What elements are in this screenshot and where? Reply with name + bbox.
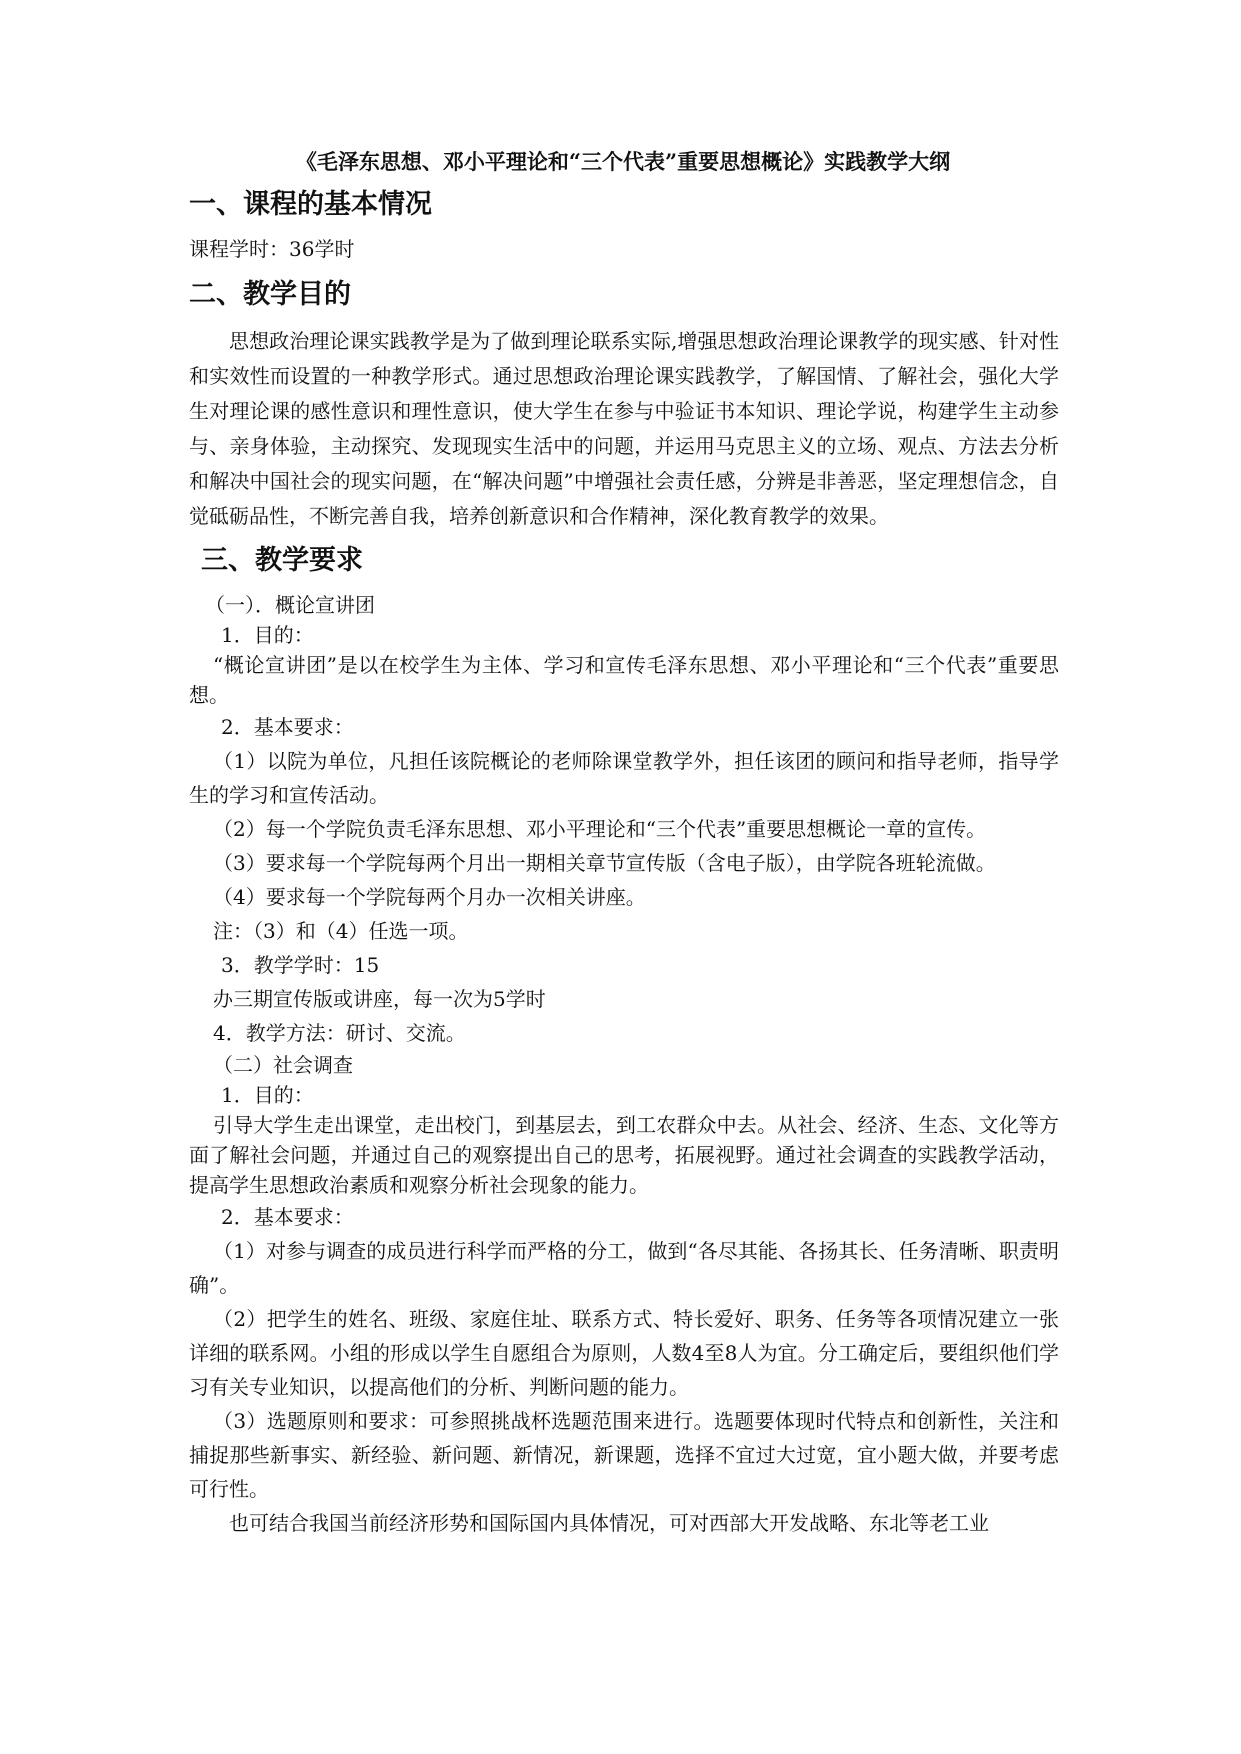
lecture-group-requirements-label: 2．基本要求： [221,715,354,739]
lecture-group-hours-text: 办三期宣传版或讲座，每一次为5学时 [213,987,546,1011]
social-survey-requirement-3: （3）选题原则和要求：可参照挑战杯选题范围来进行。选题要体现时代特点和创新性，关注和捕捉那些新事实、新经验、新问题、新情况，新课题，选择不宜过大过宽，宜小题大做，并要考虑可行性。 [189,1409,1059,1501]
lecture-group-method: 4．教学方法：研讨、交流。 [213,1021,466,1045]
social-survey-purpose-text: 引导大学生走出课堂，走出校门，到基层去，到工农群众中去。从社会、经济、生态、文化等方面了解社会问题，并通过自己的观察提出自己的思考，拓展视野。通过社会调查的实践教学活动，提高学生思想政治素质和观察分析社会现象的能力。 [189,1113,1059,1197]
lecture-group-requirement-3: （3）要求每一个学院每两个月出一期相关章节宣传版（含电子版），由学院各班轮流做。 [213,851,996,875]
lecture-group-note: 注：（3）和（4）任选一项。 [213,919,469,943]
subsection-heading-lecture-group: （一）．概论宣讲团 [205,593,375,617]
lecture-group-purpose-label: 1．目的： [221,623,314,647]
section-heading-teaching-requirements: 三、教学要求 [201,545,363,576]
social-survey-requirement-2: （2）把学生的姓名、班级、家庭住址、联系方式、特长爱好、职务、任务等各项情况建立一张详细的联系网。小组的形成以学生自愿组合为原则，人数4至8人为宜。分工确定后，要组织他们学习有关专业知识，以提高他们的分析、判断问题的能力。 [189,1307,1059,1399]
subsection-heading-social-survey: （二）社会调查 [213,1053,353,1077]
document-body [189,146,1059,1540]
document-title: 《毛泽东思想、邓小平理论和“三个代表”重要思想概论》实践教学大纲 [295,149,951,174]
teaching-purpose-paragraph: 思想政治理论课实践教学是为了做到理论联系实际,增强思想政治理论课教学的现实感、针对性和实效性而设置的一种教学形式。通过思想政治理论课实践教学，了解国情、了解社会，强化大学生对理论课的感性意识和理性意识，使大学生在参与中验证书本知识、理论学说，构建学生主动参与、亲身体验，主动探究、发现现实生活中的问题，并运用马克思主义的立场、观点、方法去分析和解决中国社会的现实问题，在“解决问题”中增强社会责任感，分辨是非善恶，坚定理想信念，自觉砥砺品性，不断完善自我，培养创新意识和合作精神，深化教育教学的效果。 [189,329,1059,528]
social-survey-purpose-label: 1．目的： [221,1083,314,1107]
course-hours: 课程学时：36学时 [189,237,355,261]
lecture-group-requirement-1: （1）以院为单位，凡担任该院概论的老师除课堂教学外，担任该团的顾问和指导老师，指导学生的学习和宣传活动。 [189,749,1059,807]
section-heading-basic-info: 一、课程的基本情况 [189,189,432,220]
lecture-group-purpose-text: “概论宣讲团”是以在校学生为主体、学习和宣传毛泽东思想、邓小平理论和“三个代表”重要思想。 [189,653,1059,707]
lecture-group-requirement-2: （2）每一个学院负责毛泽东思想、邓小平理论和“三个代表”重要思想概论一章的宣传。 [213,817,987,841]
lecture-group-requirement-4: （4）要求每一个学院每两个月办一次相关讲座。 [213,885,646,909]
social-survey-continuation: 也可结合我国当前经济形势和国际国内具体情况，可对西部大开发战略、东北等老工业 [229,1511,989,1535]
lecture-group-hours-label: 3．教学学时：15 [221,953,380,977]
section-heading-teaching-purpose: 二、教学目的 [189,279,351,310]
social-survey-requirements-label: 2．基本要求： [221,1205,354,1229]
social-survey-requirement-1: （1）对参与调查的成员进行科学而严格的分工，做到“各尽其能、各扬其长、任务清晰、职责明确”。 [189,1239,1059,1297]
